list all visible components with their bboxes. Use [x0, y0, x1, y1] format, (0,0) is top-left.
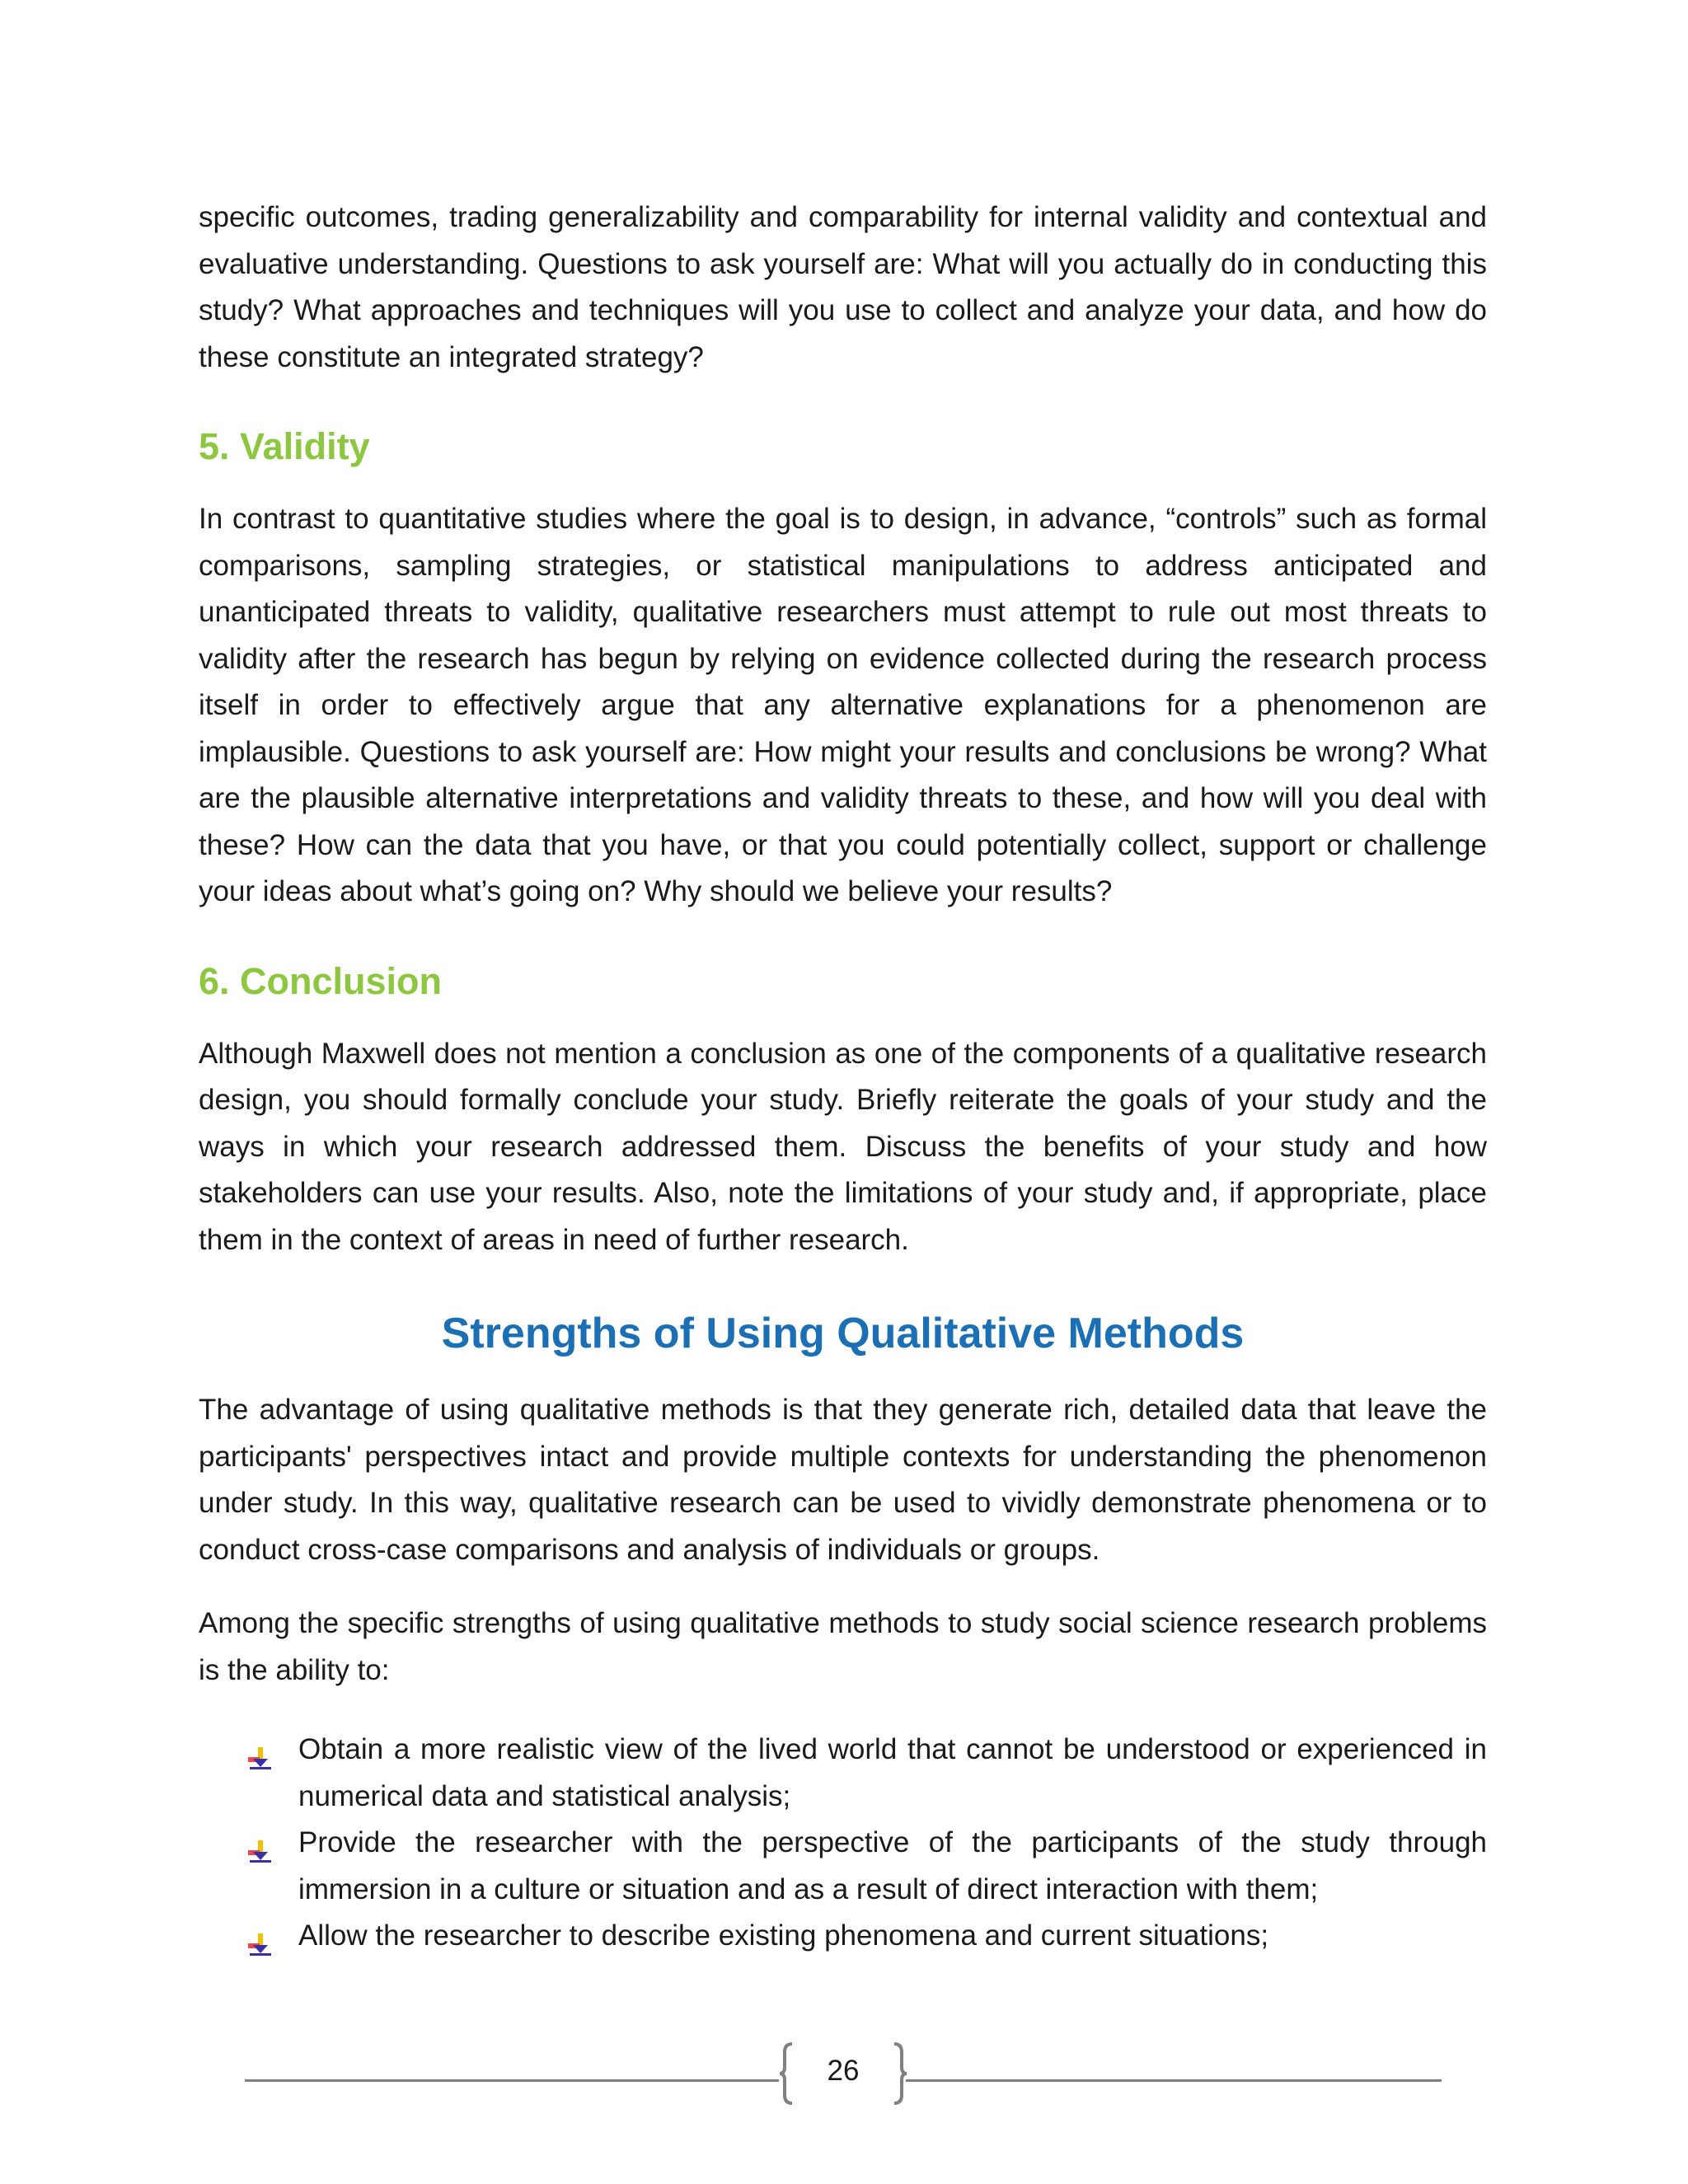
- validity-paragraph: In contrast to quantitative studies where the goal is to design, in advance, “controls” such as formal comparisons, sampling strategies, or statistical manipulations to address anticipated and unanticipated threats to validity, qualitative researchers must attempt to rule out most threats to validity after the research has begun by relying on evidence collected during the research process itself in order to effectively argue that any alternative explanations for a phenomenon are implausible. Questions to ask yourself are: How might your results and conclusions be wrong? What are the plausible alternative interpretations and validity threats to these, and how will you deal with these? How can the data that you have, or that you could potentially collect, support or challenge your ideas about what’s going on? Why should we believe your results?: [199, 503, 1487, 907]
- page-number: 26: [827, 2055, 860, 2087]
- list-item-text: Provide the researcher with the perspective of the participants of the study through immersion in a culture or situation and as a result of direct interaction with them;: [298, 1826, 1487, 1905]
- strengths-paragraph-2: Among the specific strengths of using qualitative methods to study social science research problems is the ability to:: [199, 1607, 1487, 1686]
- page-content: [199, 194, 1487, 1960]
- intro-paragraph: specific outcomes, trading generalizability and comparability for internal validity and contextual and evaluative understanding. Questions to ask yourself are: What will you actually do in conducting this study? What approaches and techniques will you use to collect and analyze your data, and how do these constitute an integrated strategy?: [199, 201, 1487, 373]
- list-item: [199, 1820, 1487, 1913]
- arrow-bullet-icon: [248, 1831, 273, 1854]
- conclusion-paragraph: Although Maxwell does not mention a conclusion as one of the components of a qualitative research design, you should formally conclude your study. Briefly reiterate the goals of your study and the ways in which your research addressed them. Discuss the benefits of your study and how stakeholders can use your results. Also, note the limitations of your study and, if appropriate, place them in the context of areas in need of further research.: [199, 1037, 1487, 1256]
- strengths-heading: Strengths of Using Qualitative Methods: [441, 1310, 1245, 1357]
- left-brace-icon: [778, 2042, 795, 2105]
- arrow-bullet-icon: [248, 1738, 273, 1761]
- page-footer: [0, 2036, 1688, 2110]
- right-brace-icon: [892, 2042, 908, 2105]
- conclusion-heading: 6. Conclusion: [199, 959, 443, 1002]
- strengths-paragraph-1: The advantage of using qualitative methods is that they generate rich, detailed data that leave the participants' perspectives intact and provide multiple contexts for understanding the phenomenon under study. In this way, qualitative research can be used to vividly demonstrate phenomena or to conduct cross-case comparisons and analysis of individuals or groups.: [199, 1394, 1487, 1566]
- list-item: [199, 1913, 1487, 1960]
- footer-rule-right: [906, 2079, 1442, 2082]
- footer-rule-left: [245, 2079, 779, 2082]
- list-item-text: Allow the researcher to describe existing phenomena and current situations;: [298, 1919, 1269, 1952]
- list-item: [199, 1727, 1487, 1820]
- arrow-bullet-icon: [248, 1924, 273, 1947]
- strengths-list: [199, 1727, 1487, 1960]
- validity-heading: 5. Validity: [199, 425, 370, 467]
- list-item-text: Obtain a more realistic view of the lived world that cannot be understood or experienced in numerical data and statistical analysis;: [298, 1733, 1487, 1812]
